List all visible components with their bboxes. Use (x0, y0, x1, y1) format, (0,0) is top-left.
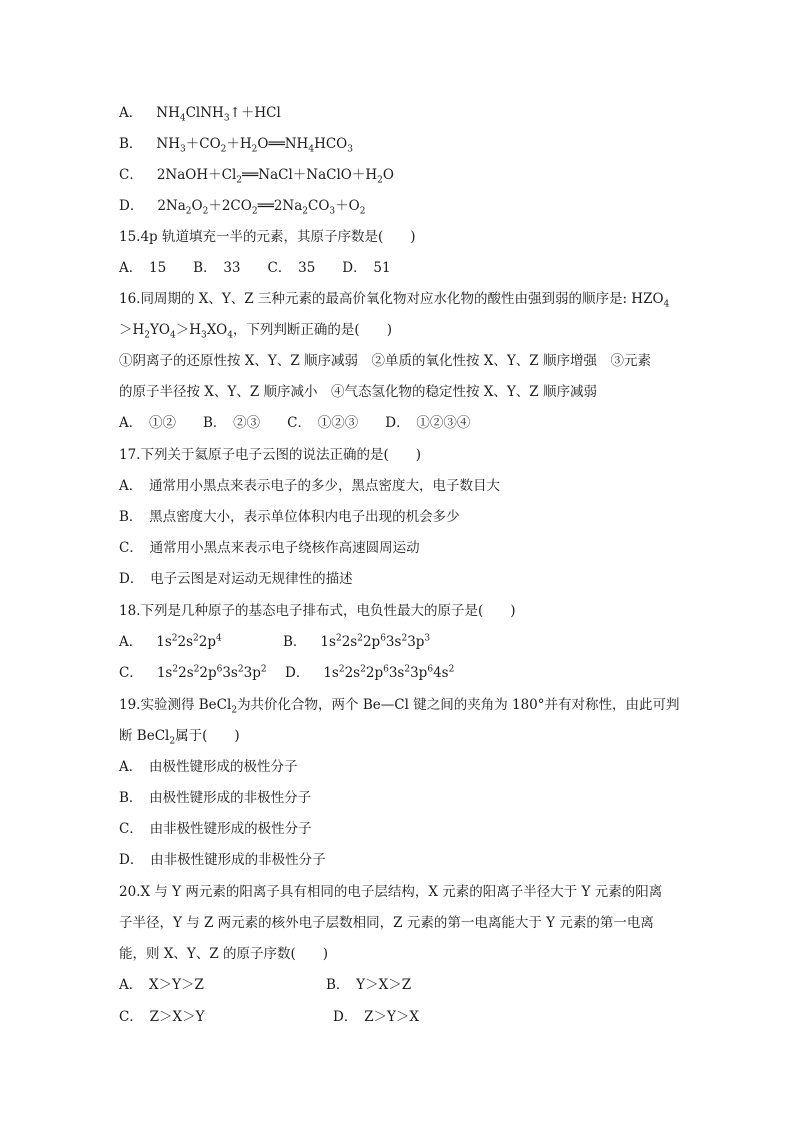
q20-option-d: D． Z＞Y＞X (333, 1009, 419, 1025)
q15-options: A． 15 B． 33 C． 35 D． 51 (119, 260, 391, 276)
q19-stem-line2: 断 BeCl$_2$属于( ) (119, 728, 240, 747)
q17-stem: 17.下列关于氦原子电子云图的说法正确的是( ) (119, 447, 422, 463)
q15-stem: 15.4p 轨道填充一半的元素，其原子序数是( ) (119, 229, 416, 245)
q17-option-a: A． 通常用小黑点来表示电子的多少，黑点密度大，电子数目大 (119, 478, 500, 494)
q18-option-d: D． $1s^22s^22p^63s^23p^64s^2$ (285, 664, 455, 681)
q20-stem-line1: 20.X 与 Y 两元素的阳离子具有相同的电子层结构，X 元素的阳离子半径大于 Y 元素的阳离 (119, 884, 663, 900)
q19-option-d: D． 由非极性键形成的非极性分子 (119, 852, 326, 868)
q18-option-a: A． $1s^22s^22p^4$ (119, 633, 222, 650)
q18-option-b: B． $1s^22s^22p^63s^23p^3$ (283, 633, 431, 650)
q14-option-a: A． $NH_4ClNH_3↑+HCl$ (119, 105, 281, 124)
q19-stem-line1: 19.实验测得 BeCl$_2$为共价化合物，两个 Be—Cl 键之间的夹角为 180°并有对称性，由此可判 (119, 697, 680, 716)
q20-option-b: B． Y＞X＞Z (326, 977, 412, 993)
q16-stem-line2: $>H_2YO_4>H_3XO_4$，下列判断正确的是( ) (119, 322, 392, 341)
q14-option-b: B． $NH_3+CO_2+H_2O══NH_4HCO_3$ (119, 136, 353, 155)
q20-stem-line3: 能，则 X、Y、Z 的原子序数( ) (119, 946, 329, 962)
q16-statements-line2: 的原子半径按 X、Y、Z 顺序减小 ④气态氢化物的稳定性按 X、Y、Z 顺序减弱 (119, 384, 597, 400)
q19-option-b: B． 由极性键形成的非极性分子 (119, 790, 312, 806)
q16-statements-line1: ①阴离子的还原性按 X、Y、Z 顺序减弱 ②单质的氧化性按 X、Y、Z 顺序增强 ③元素 (119, 353, 651, 369)
q19-option-c: C． 由非极性键形成的极性分子 (119, 821, 312, 837)
q14-option-c: C． $2NaOH+Cl_2══NaCl+NaClO+H_2O$ (119, 167, 394, 186)
q20-option-a: A． X＞Y＞Z (119, 977, 204, 993)
q16-stem-line1: 16.同周期的 X、Y、Z 三种元素的最高价氧化物对应水化物的酸性由强到弱的顺序是: $HZO_4$ (119, 291, 670, 310)
q16-options: A． ①② B． ②③ C． ①②③ D． ①②③④ (119, 415, 471, 431)
q17-option-b: B． 黑点密度大小，表示单位体积内电子出现的机会多少 (119, 509, 460, 525)
q14-option-d: D． $2Na_2O_2+2CO_2══2Na_2CO_3+O_2$ (119, 198, 366, 217)
q18-option-c: C． $1s^22s^22p^63s^23p^2$ (119, 664, 267, 681)
q17-option-d: D． 电子云图是对运动无规律性的描述 (119, 571, 353, 587)
q19-option-a: A． 由极性键形成的极性分子 (119, 759, 298, 775)
q17-option-c: C． 通常用小黑点来表示电子绕核作高速圆周运动 (119, 540, 420, 556)
q20-stem-line2: 子半径，Y 与 Z 两元素的核外电子层数相同，Z 元素的第一电离能大于 Y 元素的第一电离 (119, 915, 654, 931)
q20-option-c: C． Z＞X＞Y (119, 1009, 205, 1025)
q18-stem: 18.下列是几种原子的基态电子排布式，电负性最大的原子是( ) (119, 603, 516, 619)
